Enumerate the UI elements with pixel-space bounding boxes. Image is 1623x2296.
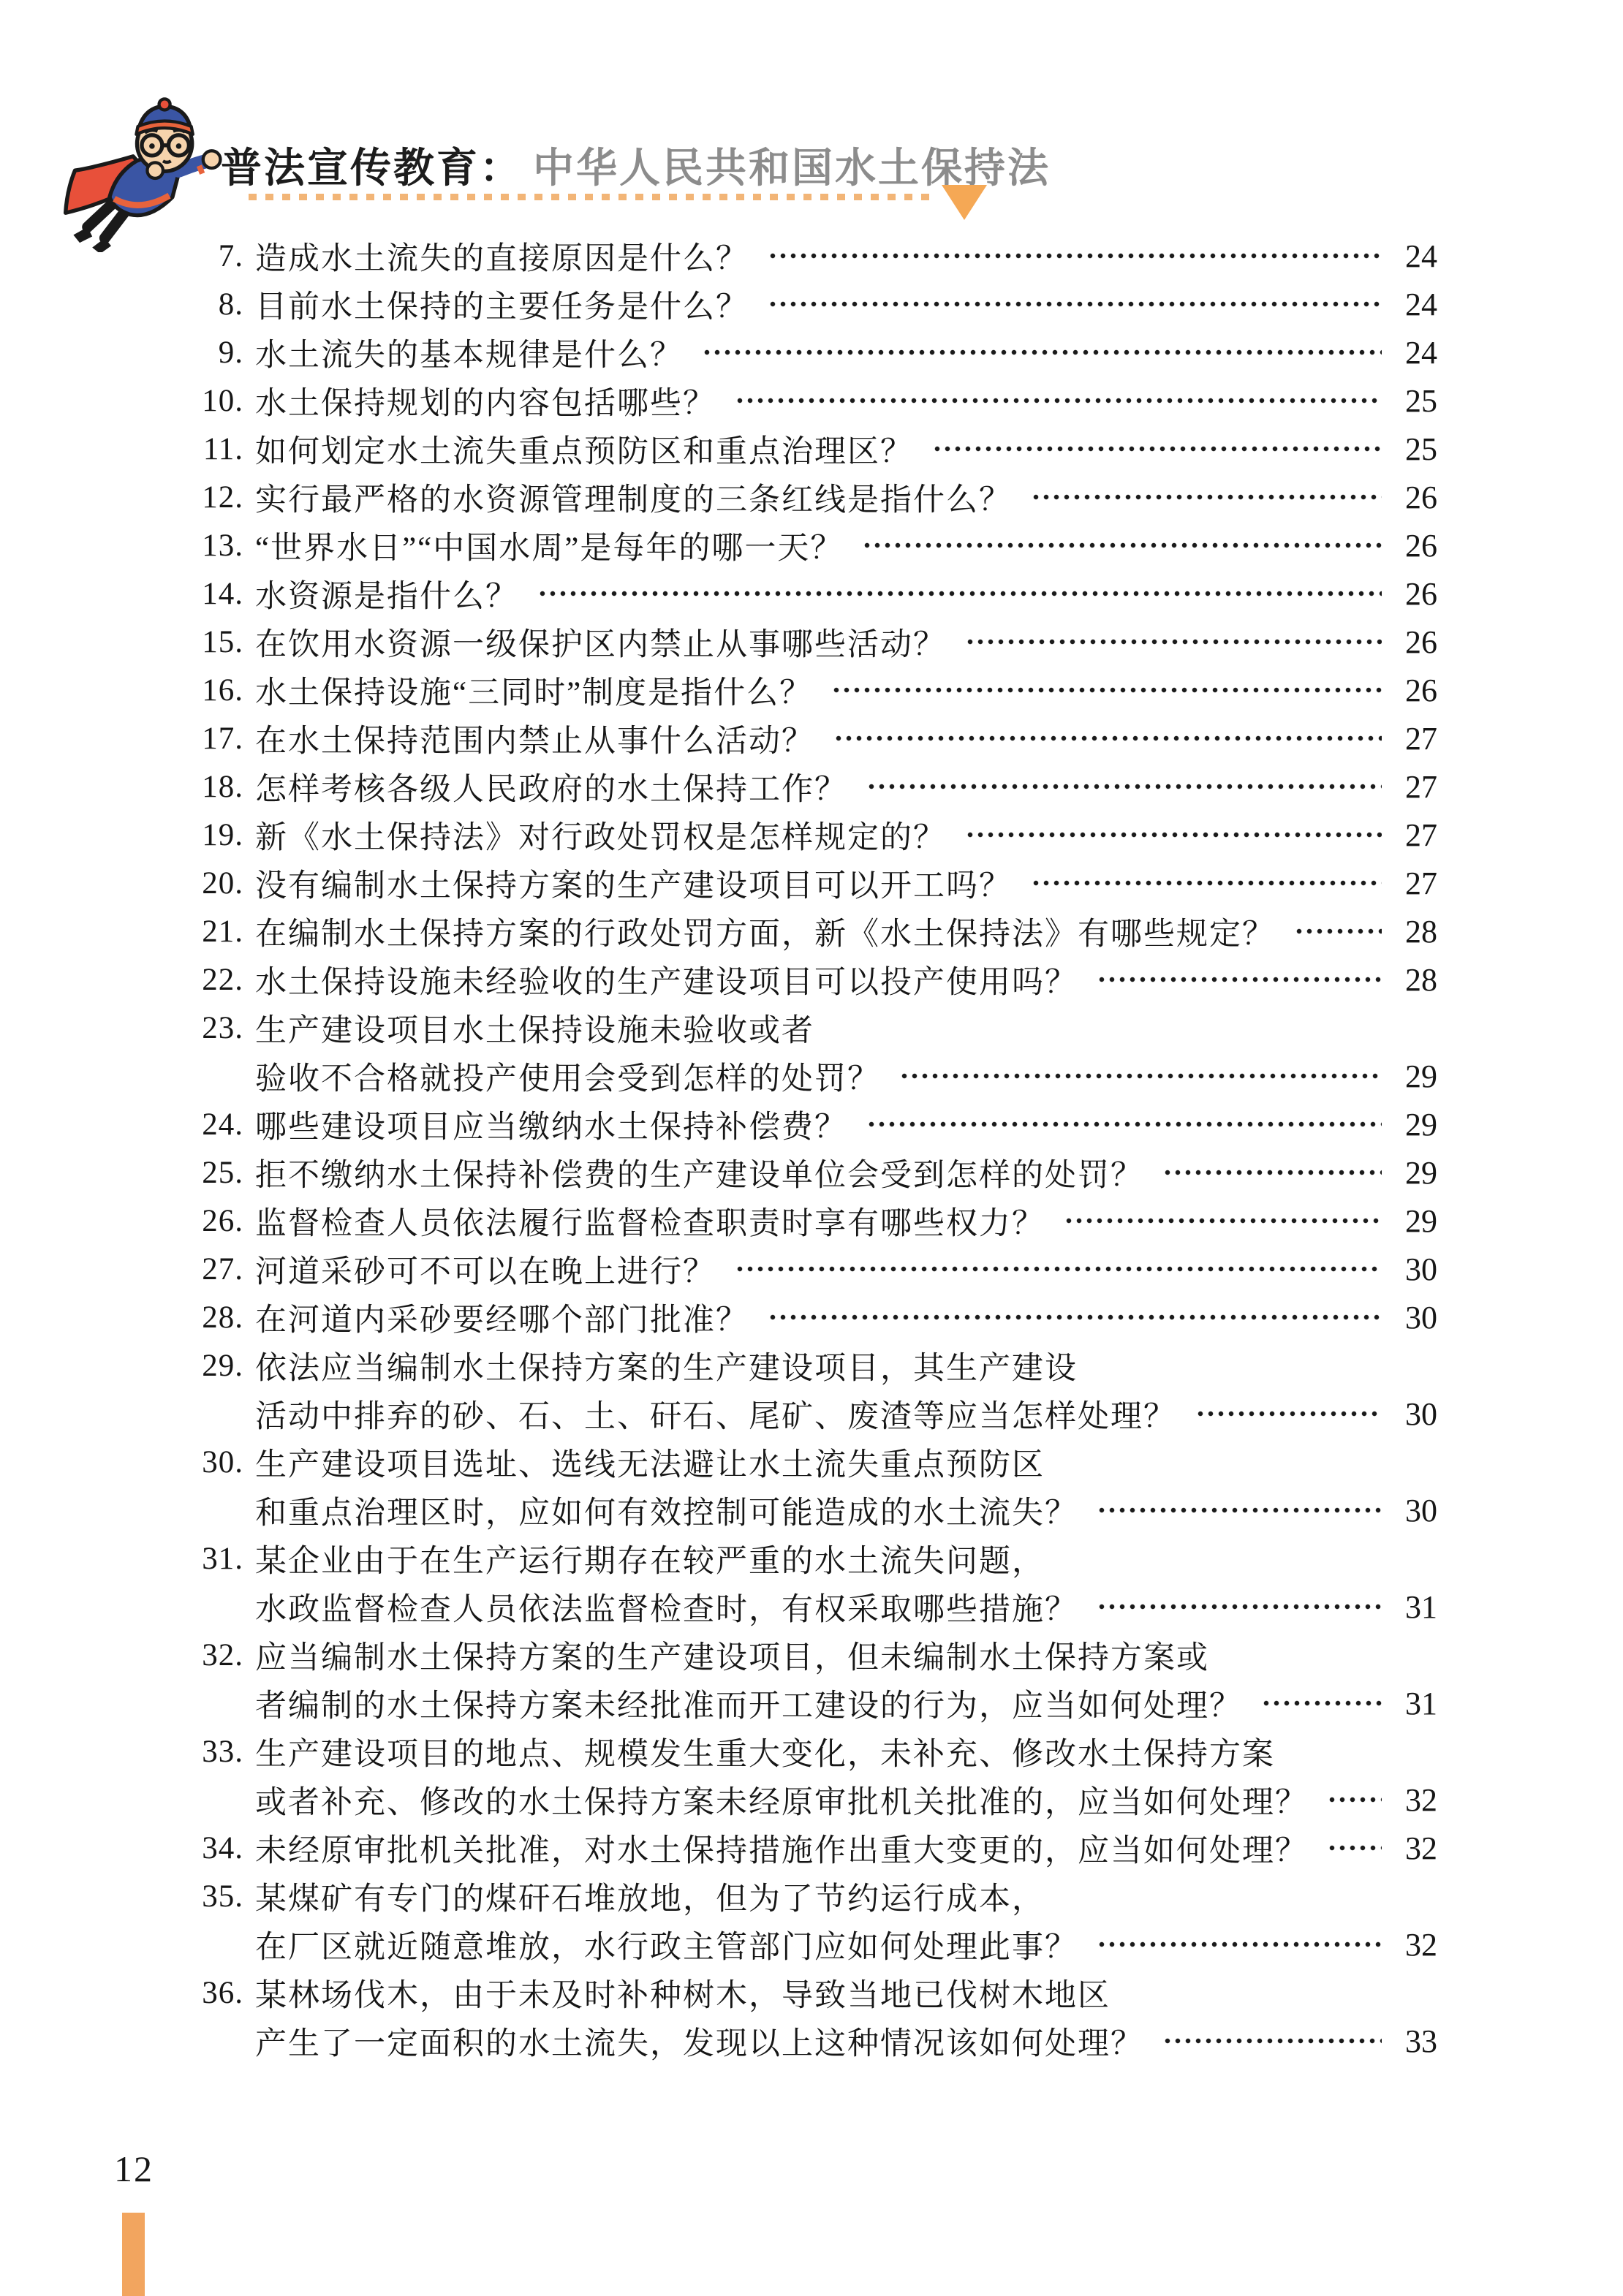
toc-page-number: 30 <box>1405 1395 1437 1432</box>
toc-row <box>192 1293 1437 1341</box>
toc-page-number: 27 <box>1405 865 1437 901</box>
toc-row <box>192 569 1437 618</box>
dot-leader <box>899 1052 1382 1100</box>
toc-item-text: 活动中排弃的砂、石、土、矸石、尾矿、废渣等应当怎样处理？ <box>255 1399 1176 1434</box>
toc-item-text: 水土保持设施未经验收的生产建设项目可以投产使用吗？ <box>255 965 1078 1000</box>
toc-item-number: 20. <box>202 865 243 901</box>
toc-row <box>192 328 1437 376</box>
toc-item-text: 目前水土保持的主要任务是什么？ <box>255 289 749 325</box>
toc-row <box>192 1824 1437 1872</box>
toc-item-text: 水政监督检查人员依法监督检查时，有权采取哪些措施？ <box>255 1592 1078 1627</box>
toc-item-text: 拒不缴纳水土保持补偿费的生产建设单位会受到怎样的处罚？ <box>255 1158 1143 1193</box>
dot-leader <box>866 1100 1382 1148</box>
toc-item-text: 在水土保持范围内禁止从事什么活动？ <box>255 724 814 759</box>
toc-item-number: 33. <box>202 1734 243 1769</box>
toc-row <box>192 1631 1437 1679</box>
toc-row <box>192 1872 1437 1920</box>
toc-item-text: 者编制的水土保持方案未经批准而开工建设的行为，应当如何处理？ <box>255 1689 1242 1724</box>
toc-row <box>192 2017 1437 2065</box>
toc-item-text: 应当编制水土保持方案的生产建设项目，但未编制水土保持方案或 <box>255 1640 1209 1675</box>
dot-leader <box>831 666 1382 714</box>
toc-item-text: 在编制水土保持方案的行政处罚方面，新《水土保持法》有哪些规定？ <box>255 917 1275 952</box>
toc-page-number: 25 <box>1405 431 1437 467</box>
dot-leader <box>1031 473 1382 521</box>
toc-row <box>192 666 1437 714</box>
dot-leader <box>1097 1920 1382 1969</box>
dot-leader <box>1031 859 1382 907</box>
toc-item-number: 24. <box>202 1107 243 1142</box>
toc-row <box>192 1148 1437 1197</box>
dot-leader <box>1097 955 1382 1004</box>
toc-item-text: 新《水土保持法》对行政处罚权是怎样规定的？ <box>255 820 946 855</box>
toc-item-number: 34. <box>202 1830 243 1865</box>
dot-leader <box>932 425 1382 473</box>
toc-item-text: 造成水土流失的直接原因是什么？ <box>255 241 749 276</box>
toc-row <box>192 618 1437 666</box>
toc-item-number: 25. <box>202 1155 243 1190</box>
toc-row <box>192 376 1437 425</box>
flying-scholar-mascot-icon <box>62 95 223 252</box>
toc-row <box>192 1052 1437 1100</box>
toc-page-number: 28 <box>1405 913 1437 950</box>
toc-item-text: 依法应当编制水土保持方案的生产建设项目，其生产建设 <box>255 1351 1078 1386</box>
toc-item-number: 35. <box>202 1879 243 1914</box>
toc-row <box>192 1534 1437 1583</box>
toc-page-number: 26 <box>1405 479 1437 515</box>
toc-item-text: 在厂区就近随意堆放，水行政主管部门应如何处理此事？ <box>255 1930 1078 1965</box>
toc-item-number: 15. <box>202 624 243 659</box>
toc-page-number: 24 <box>1405 238 1437 274</box>
toc-item-text: 生产建设项目选址、选线无法避让水土流失重点预防区 <box>255 1447 1045 1482</box>
toc-item-text: 在河道内采砂要经哪个部门批准？ <box>255 1303 749 1338</box>
toc-item-text: 生产建设项目的地点、规模发生重大变化，未补充、修改水土保持方案 <box>255 1737 1275 1772</box>
toc-row <box>192 1679 1437 1727</box>
toc-item-number: 19. <box>202 817 243 852</box>
toc-page-number: 29 <box>1405 1058 1437 1094</box>
toc-page-number: 27 <box>1405 768 1437 805</box>
toc-row <box>192 955 1437 1004</box>
toc-list <box>192 232 1437 2065</box>
toc-item-text: 水资源是指什么？ <box>255 579 518 614</box>
toc-page-number: 29 <box>1405 1202 1437 1239</box>
toc-row <box>192 859 1437 907</box>
header-prefix: 普法宣传教育： <box>221 145 523 191</box>
toc-row <box>192 1920 1437 1969</box>
dot-leader <box>1097 1583 1382 1631</box>
toc-item-text: 监督检查人员依法履行监督检查职责时享有哪些权力？ <box>255 1206 1045 1241</box>
toc-item-number: 28. <box>202 1300 243 1335</box>
toc-page-number: 24 <box>1405 334 1437 371</box>
toc-page-number: 28 <box>1405 961 1437 998</box>
toc-row <box>192 714 1437 762</box>
toc-item-number: 18. <box>202 769 243 804</box>
dot-leader <box>537 569 1382 618</box>
toc-item-number: 26. <box>202 1203 243 1238</box>
dot-leader <box>1195 1390 1382 1438</box>
toc-item-number: 30. <box>202 1444 243 1479</box>
toc-page-number: 31 <box>1405 1685 1437 1721</box>
dot-leader <box>1327 1776 1382 1824</box>
toc-item-number: 13. <box>202 528 243 563</box>
toc-row <box>192 425 1437 473</box>
toc-item-text: 河道采砂可不可以在晚上进行？ <box>255 1254 716 1289</box>
toc-page-number: 25 <box>1405 382 1437 419</box>
toc-item-text: 怎样考核各级人民政府的水土保持工作？ <box>255 772 847 807</box>
toc-page-number: 32 <box>1405 1781 1437 1818</box>
toc-item-number: 16. <box>202 672 243 708</box>
toc-page-number: 30 <box>1405 1492 1437 1528</box>
toc-item-text: 产生了一定面积的水土流失，发现以上这种情况该如何处理？ <box>255 2026 1143 2061</box>
toc-row <box>192 1390 1437 1438</box>
toc-item-number: 12. <box>202 480 243 515</box>
toc-row <box>192 1438 1437 1486</box>
dot-leader <box>965 811 1382 859</box>
toc-item-number: 29. <box>202 1348 243 1383</box>
toc-row <box>192 1727 1437 1776</box>
toc-item-number: 10. <box>202 383 243 418</box>
toc-item-number: 11. <box>203 431 243 466</box>
toc-item-text: “世界水日”“中国水周”是每年的哪一天？ <box>255 531 844 566</box>
toc-item-number: 9. <box>218 335 243 370</box>
toc-item-number: 21. <box>202 914 243 949</box>
toc-row <box>192 1969 1437 2017</box>
dot-leader <box>1294 907 1382 955</box>
header-book-title: 中华人民共和国水土保持法 <box>533 145 1051 191</box>
toc-page-number: 31 <box>1405 1588 1437 1625</box>
triangle-down-icon <box>942 185 987 220</box>
toc-page-number: 26 <box>1405 527 1437 564</box>
toc-row <box>192 521 1437 569</box>
toc-row <box>192 907 1437 955</box>
dot-leader <box>1064 1197 1382 1245</box>
page-header <box>0 0 1623 263</box>
toc-item-text: 水土流失的基本规律是什么？ <box>255 338 683 373</box>
dot-leader <box>866 762 1382 811</box>
toc-item-text: 生产建设项目水土保持设施未验收或者 <box>255 1013 814 1048</box>
dot-leader <box>965 618 1382 666</box>
toc-item-number: 22. <box>202 962 243 997</box>
toc-page-number: 26 <box>1405 672 1437 708</box>
toc-page-number: 29 <box>1405 1154 1437 1191</box>
toc-item-text: 和重点治理区时，应如何有效控制可能造成的水土流失？ <box>255 1496 1078 1531</box>
toc-row <box>192 1197 1437 1245</box>
toc-row <box>192 1486 1437 1534</box>
dot-leader <box>862 521 1382 569</box>
toc-item-text: 哪些建设项目应当缴纳水土保持补偿费？ <box>255 1110 847 1145</box>
toc-item-number: 27. <box>202 1251 243 1287</box>
toc-row <box>192 1004 1437 1052</box>
toc-item-number: 14. <box>202 576 243 611</box>
toc-item-text: 未经原审批机关批准，对水土保持措施作出重大变更的，应当如何处理？ <box>255 1833 1308 1868</box>
toc-page-number: 27 <box>1405 720 1437 757</box>
toc-item-text: 水土保持设施“三同时”制度是指什么？ <box>255 675 813 711</box>
toc-page-number: 32 <box>1405 1926 1437 1963</box>
toc-item-text: 某林场伐木，由于未及时补种树木，导致当地已伐树木地区 <box>255 1978 1111 2013</box>
toc-item-text: 在饮用水资源一级保护区内禁止从事哪些活动？ <box>255 627 946 662</box>
toc-row <box>192 280 1437 328</box>
toc-item-text: 某企业由于在生产运行期存在较严重的水土流失问题， <box>255 1544 1045 1579</box>
dot-leader <box>768 1293 1382 1341</box>
dot-leader <box>1162 1148 1382 1197</box>
dotted-divider <box>249 194 936 200</box>
toc-item-text: 某煤矿有专门的煤矸石堆放地，但为了节约运行成本， <box>255 1882 1045 1917</box>
page-number: 12 <box>114 2148 154 2189</box>
toc-page-number: 30 <box>1405 1299 1437 1335</box>
dot-leader <box>735 1245 1382 1293</box>
toc-item-number: 23. <box>202 1010 243 1045</box>
corner-accent-bar <box>122 2213 145 2296</box>
toc-row <box>192 1583 1437 1631</box>
toc-page-number: 24 <box>1405 286 1437 322</box>
toc-item-number: 17. <box>202 721 243 756</box>
toc-row <box>192 232 1437 280</box>
toc-item-text: 没有编制水土保持方案的生产建设项目可以开工吗？ <box>255 868 1012 903</box>
dot-leader <box>833 714 1382 762</box>
toc-row <box>192 1245 1437 1293</box>
dot-leader <box>1097 1486 1382 1534</box>
toc-item-number: 7. <box>218 238 243 273</box>
dot-leader <box>1162 2017 1382 2065</box>
toc-page-number: 30 <box>1405 1251 1437 1287</box>
dot-leader <box>735 376 1382 425</box>
toc-row <box>192 1100 1437 1148</box>
toc-item-text: 验收不合格就投产使用会受到怎样的处罚？ <box>255 1061 880 1096</box>
toc-page-number: 29 <box>1405 1106 1437 1143</box>
toc-page-number: 33 <box>1405 2023 1437 2059</box>
dot-leader <box>768 280 1382 328</box>
toc-item-text: 水土保持规划的内容包括哪些？ <box>255 386 716 421</box>
toc-item-number: 8. <box>218 287 243 322</box>
toc-item-text: 如何划定水土流失重点预防区和重点治理区？ <box>255 434 913 469</box>
toc-page-number: 27 <box>1405 817 1437 853</box>
toc-row <box>192 762 1437 811</box>
toc-item-number: 31. <box>202 1541 243 1576</box>
toc-page-number: 26 <box>1405 575 1437 612</box>
toc-row <box>192 811 1437 859</box>
dot-leader <box>768 232 1382 280</box>
toc-item-text: 实行最严格的水资源管理制度的三条红线是指什么？ <box>255 482 1012 518</box>
toc-item-number: 32. <box>202 1637 243 1672</box>
toc-page-number: 32 <box>1405 1830 1437 1866</box>
dot-leader <box>1327 1824 1382 1872</box>
toc-item-number: 36. <box>202 1975 243 2010</box>
dot-leader <box>702 328 1382 376</box>
toc-row <box>192 1776 1437 1824</box>
toc-row <box>192 1341 1437 1390</box>
dot-leader <box>1261 1679 1382 1727</box>
header-title-line <box>221 136 1051 194</box>
toc-page-number: 26 <box>1405 624 1437 660</box>
toc-row <box>192 473 1437 521</box>
toc-item-text: 或者补充、修改的水土保持方案未经原审批机关批准的，应当如何处理？ <box>255 1785 1308 1820</box>
